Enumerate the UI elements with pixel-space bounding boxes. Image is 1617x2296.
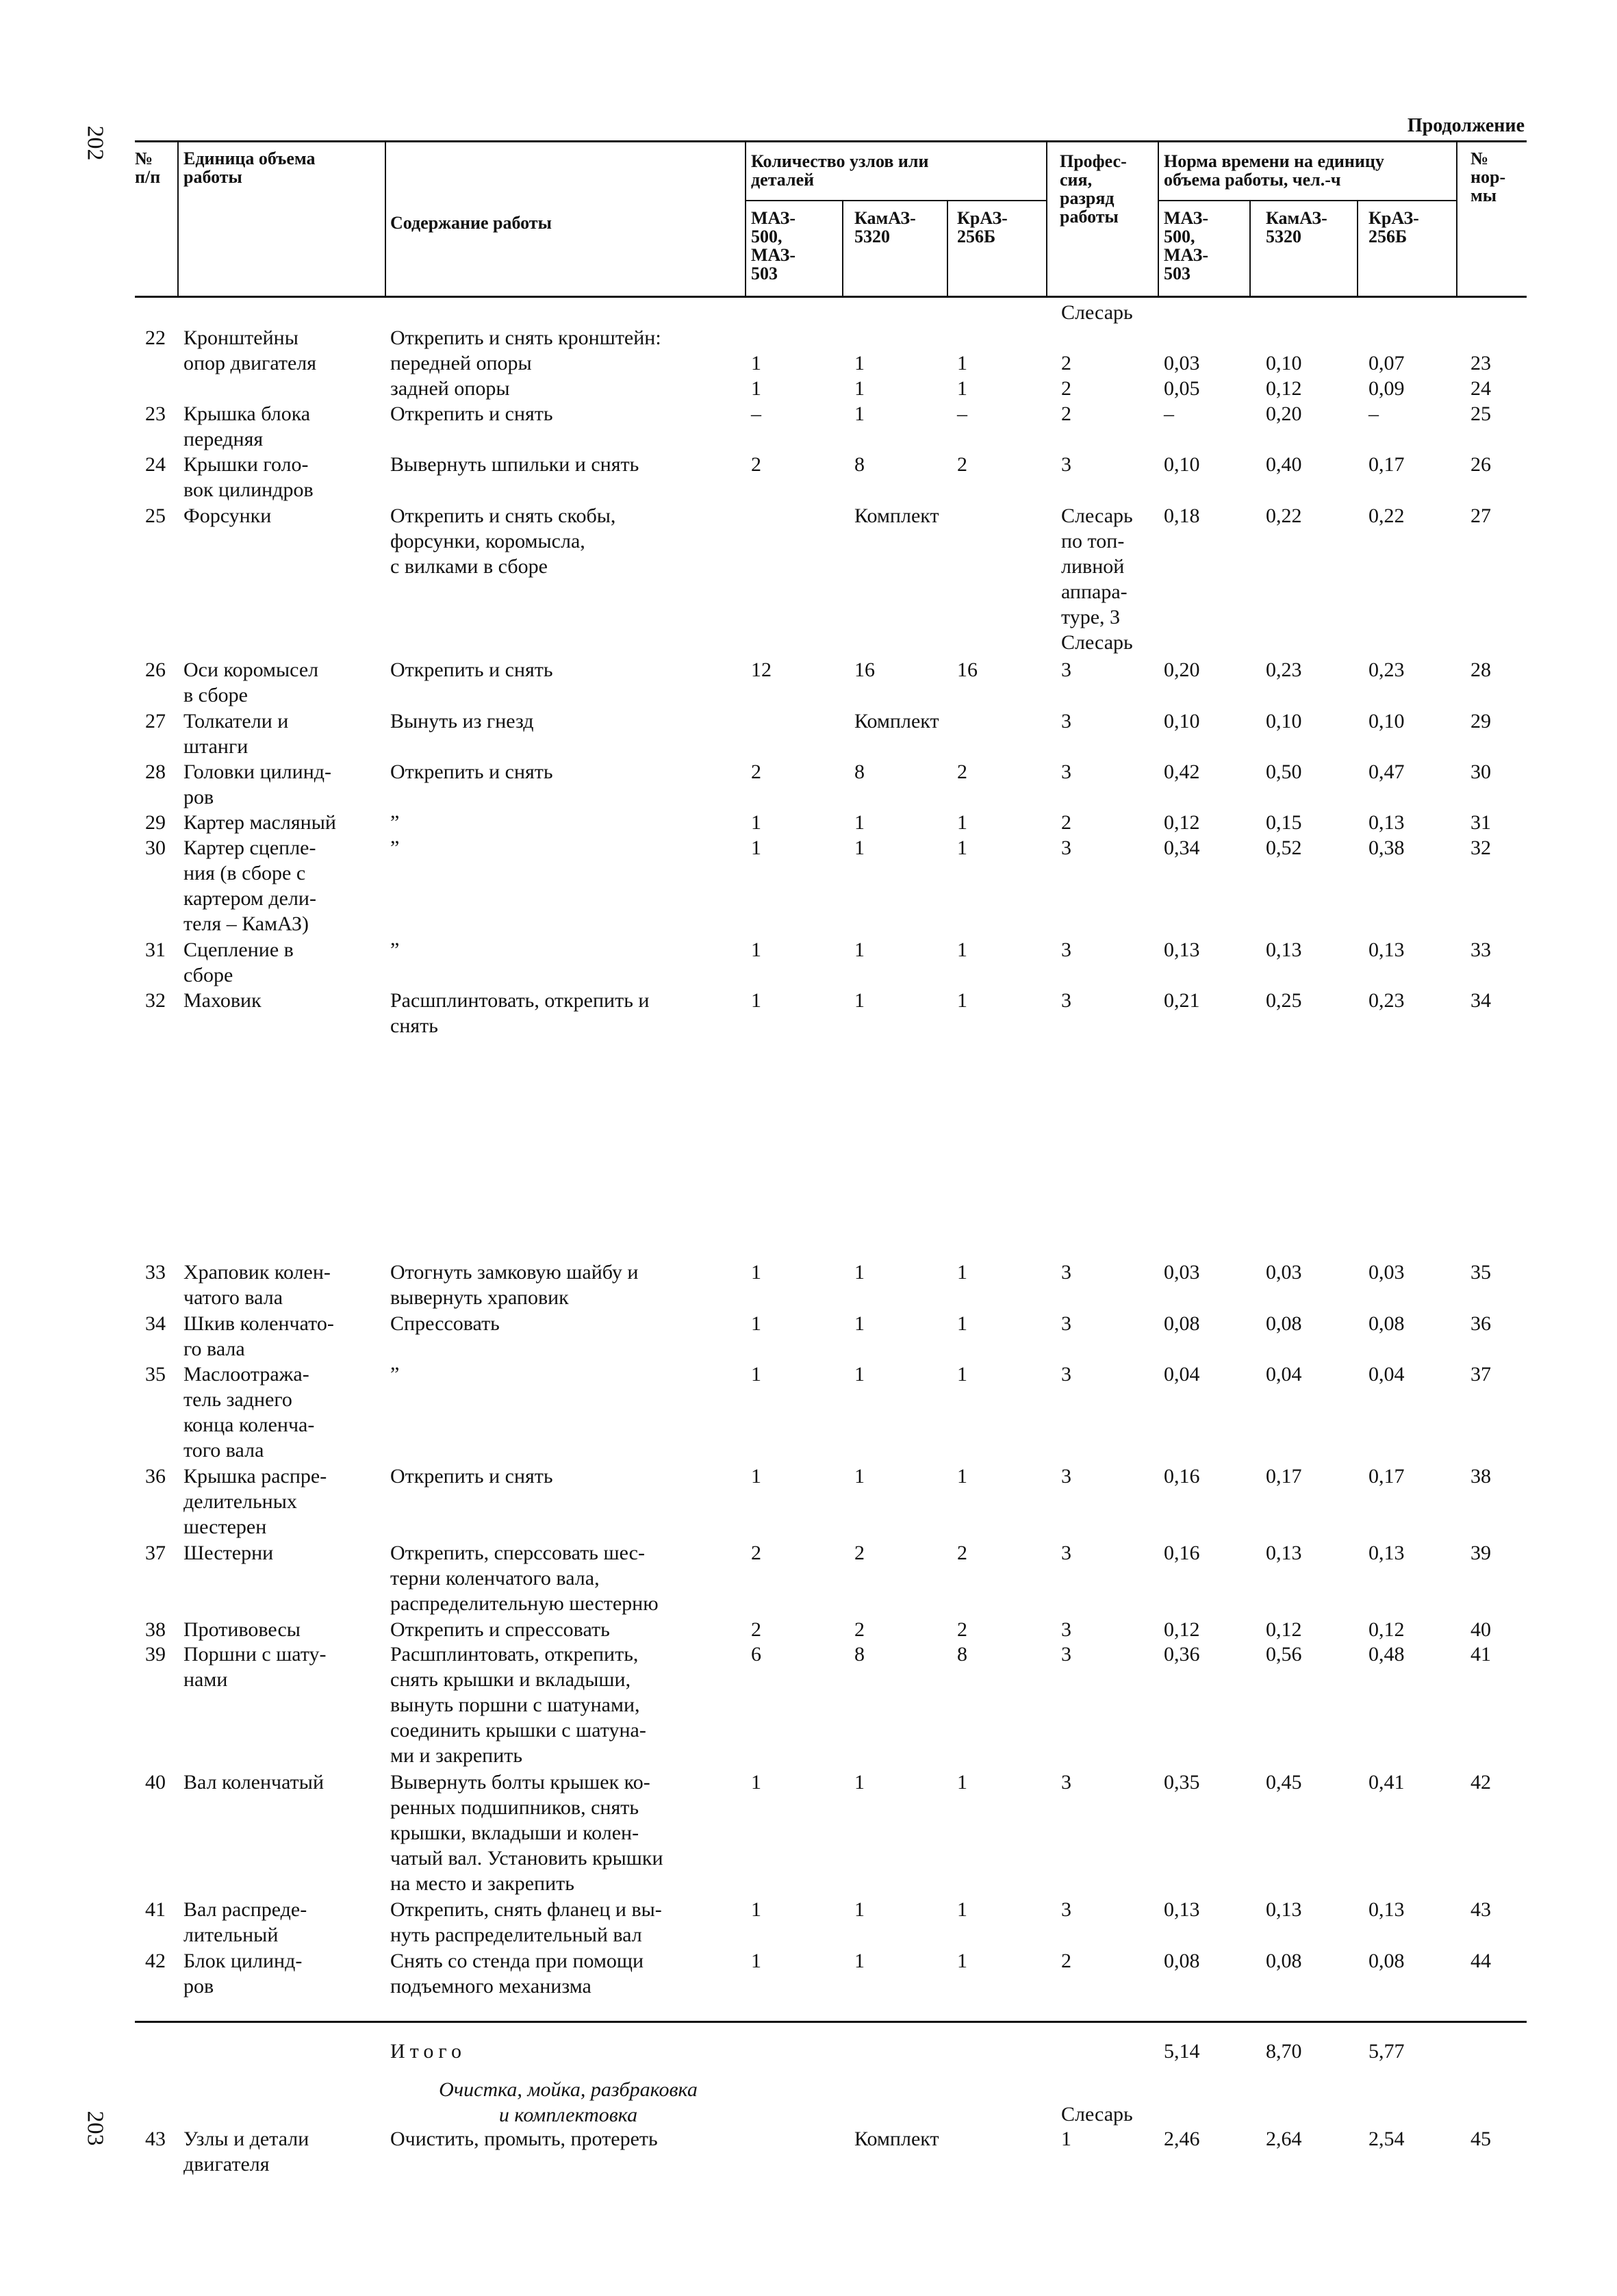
row-qty-kraz: 1 <box>957 1898 967 1921</box>
row-unit: Крышка распре- делительных шестерен <box>183 1465 327 1538</box>
row-unit: Вал распреде- лительный <box>183 1898 307 1946</box>
row-content: ” <box>390 811 400 834</box>
row-number: 35 <box>145 1363 166 1386</box>
row-profession: 3 <box>1061 989 1071 1012</box>
row-qty-maz: 2 <box>751 1542 761 1564</box>
norm-subheader-rule <box>1158 200 1456 201</box>
row-number: 28 <box>145 761 166 783</box>
row-norm-kraz: 0,07 <box>1368 352 1405 374</box>
row-unit: Храповик колен- чатого вала <box>183 1261 331 1309</box>
row-norm-number: 33 <box>1470 939 1491 961</box>
row-profession: 1 <box>1061 2128 1071 2150</box>
row-qty-kraz: 1 <box>957 837 967 859</box>
header-norm-maz: МАЗ- 500, МАЗ- 503 <box>1164 208 1209 283</box>
row-qty-kamaz: 1 <box>854 377 865 400</box>
col-divider <box>745 140 746 296</box>
row-unit: Противовесы <box>183 1618 301 1641</box>
col-divider <box>1357 200 1358 296</box>
row-qty-kraz: 1 <box>957 989 967 1012</box>
row-norm-kamaz: 0,12 <box>1266 1618 1302 1641</box>
header-qty-kraz: КрАЗ- 256Б <box>957 208 1008 246</box>
row-norm-kraz: 0,17 <box>1368 453 1405 476</box>
row-unit: Шестерни <box>183 1542 274 1564</box>
row-qty-maz: 6 <box>751 1643 761 1666</box>
row-qty-maz: 1 <box>751 377 761 400</box>
row-profession: 3 <box>1061 1542 1071 1564</box>
row-number: 23 <box>145 403 166 425</box>
row-qty-kamaz: 1 <box>854 1950 865 1972</box>
row-number: 33 <box>145 1261 166 1284</box>
row-norm-kraz: 0,08 <box>1368 1950 1405 1972</box>
row-norm-maz: 0,03 <box>1164 1261 1200 1284</box>
row-unit: Поршни с шату- нами <box>183 1643 327 1691</box>
row-profession: 3 <box>1061 1771 1071 1794</box>
row-norm-kamaz: 0,13 <box>1266 1542 1302 1564</box>
row-norm-kraz: 2,54 <box>1368 2128 1405 2150</box>
row-content: Открепить и снять скобы, форсунки, коромысла, с вилками в сборе <box>390 505 616 578</box>
row-norm-kamaz: 0,08 <box>1266 1312 1302 1335</box>
row-content: Очистить, промыть, протереть <box>390 2128 658 2150</box>
row-qty-maz: 1 <box>751 939 761 961</box>
row-number: 26 <box>145 659 166 681</box>
row-qty-maz: 2 <box>751 453 761 476</box>
row-norm-kamaz: 0,10 <box>1266 352 1302 374</box>
row-content: Открепить и снять <box>390 1465 553 1488</box>
row-norm-kamaz: 0,25 <box>1266 989 1302 1012</box>
row-norm-kraz: 0,22 <box>1368 505 1405 527</box>
row-norm-maz: 0,16 <box>1164 1542 1200 1564</box>
row-norm-kraz: 0,38 <box>1368 837 1405 859</box>
row-number: 34 <box>145 1312 166 1335</box>
row-norm-kraz: 0,10 <box>1368 710 1405 732</box>
row-norm-number: 39 <box>1470 1542 1491 1564</box>
row-norm-number: 34 <box>1470 989 1491 1012</box>
col-divider <box>947 200 948 296</box>
row-number: 27 <box>145 710 166 732</box>
row-unit: Маховик <box>183 989 262 1012</box>
row-norm-kamaz: 0,13 <box>1266 1898 1302 1921</box>
row-qty-kamaz: 1 <box>854 1312 865 1335</box>
header-unit: Единица объема работы <box>183 149 316 187</box>
row-qty-kraz: 1 <box>957 939 967 961</box>
row-norm-number: 45 <box>1470 2128 1491 2150</box>
row-norm-kraz: 0,13 <box>1368 811 1405 834</box>
row-norm-kamaz: 2,64 <box>1266 2128 1302 2150</box>
row-unit: Форсунки <box>183 505 272 527</box>
header-norm-group: Норма времени на единицу объема работы, чел.-ч <box>1164 151 1384 190</box>
row-norm-maz: 0,03 <box>1164 352 1200 374</box>
row-norm-number: 44 <box>1470 1950 1491 1972</box>
row-norm-kraz: 0,04 <box>1368 1363 1405 1386</box>
row-unit: Сцепление в сборе <box>183 939 294 986</box>
row-unit: Крышки голо- вок цилиндров <box>183 453 314 501</box>
row-norm-maz: 0,21 <box>1164 989 1200 1012</box>
row-norm-maz: 0,18 <box>1164 505 1200 527</box>
row-norm-maz: 0,13 <box>1164 939 1200 961</box>
row-norm-maz: 0,12 <box>1164 1618 1200 1641</box>
row-qty-maz: 1 <box>751 1261 761 1284</box>
row-qty-maz: 1 <box>751 1898 761 1921</box>
row-qty-kraz: 1 <box>957 352 967 374</box>
row-qty-kamaz: 1 <box>854 1771 865 1794</box>
row-unit: Оси коромысел в сборе <box>183 659 319 706</box>
row-qty-maz: 1 <box>751 1465 761 1488</box>
row-qty-kraz: 16 <box>957 659 978 681</box>
row-number: 30 <box>145 837 166 859</box>
row-qty-kraz: 2 <box>957 1618 967 1641</box>
row-norm-kraz: 0,03 <box>1368 1261 1405 1284</box>
row-content: Открепить и снять <box>390 761 553 783</box>
row-content: Вынуть из гнезд <box>390 710 534 732</box>
row-norm-kraz: 0,12 <box>1368 1618 1405 1641</box>
row-kompl: Комплект <box>854 505 939 527</box>
row-norm-number: 32 <box>1470 837 1491 859</box>
row-profession: 3 <box>1061 939 1071 961</box>
row-qty-maz: 2 <box>751 761 761 783</box>
row-number: 25 <box>145 505 166 527</box>
row-norm-number: 31 <box>1470 811 1491 834</box>
col-divider <box>1456 140 1457 296</box>
row-norm-maz: 0,05 <box>1164 377 1200 400</box>
row-unit: Картер масляный <box>183 811 336 834</box>
row-norm-number: 36 <box>1470 1312 1491 1335</box>
row-norm-number: 40 <box>1470 1618 1491 1641</box>
row-number: 22 <box>145 327 166 349</box>
row-norm-kraz: 0,23 <box>1368 659 1405 681</box>
total-rule <box>135 2021 1527 2023</box>
row-norm-kamaz: 0,13 <box>1266 939 1302 961</box>
header-norm-kraz: КрАЗ- 256Б <box>1368 208 1419 246</box>
row-qty-kraz: – <box>957 403 967 425</box>
row-qty-maz: 1 <box>751 837 761 859</box>
row-qty-kraz: 1 <box>957 1261 967 1284</box>
row-content: Открепить, сперссовать шес- терни коленчатого вала, распределительную шестерню <box>390 1542 659 1615</box>
row-content: Снять со стенда при помощи подъемного механизма <box>390 1950 644 1998</box>
row-content: Расшплинтовать, открепить, снять крышки и вкладыши, вынуть поршни с шатунами, соединить крышки с шатуна- ми и закрепить <box>390 1643 646 1767</box>
continuation-label: Продолжение <box>1407 115 1525 136</box>
row-norm-kamaz: 0,08 <box>1266 1950 1302 1972</box>
row-norm-kraz: – <box>1368 403 1379 425</box>
row-content: Открепить и снять <box>390 659 553 681</box>
row-unit: Блок цилинд- ров <box>183 1950 303 1998</box>
row-norm-kraz: 0,23 <box>1368 989 1405 1012</box>
row-qty-maz: – <box>751 403 761 425</box>
row-norm-kraz: 0,13 <box>1368 1898 1405 1921</box>
row-qty-kraz: 1 <box>957 377 967 400</box>
row-profession: 3 <box>1061 1312 1071 1335</box>
page-number-top: 202 <box>82 125 108 161</box>
row-unit: Картер сцепле- ния (в сборе с картером дели- теля – КамАЗ) <box>183 837 316 935</box>
header-qty-maz: МАЗ- 500, МАЗ- 503 <box>751 208 796 283</box>
row-norm-kamaz: 0,03 <box>1266 1261 1302 1284</box>
row-profession: 3 <box>1061 1261 1071 1284</box>
row-norm-maz: 0,34 <box>1164 837 1200 859</box>
row-norm-kraz: 0,08 <box>1368 1312 1405 1335</box>
row-norm-kamaz: 0,23 <box>1266 659 1302 681</box>
row-qty-kraz: 1 <box>957 1771 967 1794</box>
row-norm-number: 26 <box>1470 453 1491 476</box>
row-number: 43 <box>145 2128 166 2150</box>
row-norm-kraz: 0,09 <box>1368 377 1405 400</box>
row-unit: Крышка блока передняя <box>183 403 311 450</box>
row-qty-maz: 12 <box>751 659 772 681</box>
row-qty-kamaz: 8 <box>854 453 865 476</box>
row-number: 37 <box>145 1542 166 1564</box>
row-norm-number: 35 <box>1470 1261 1491 1284</box>
col-divider <box>177 140 179 296</box>
row-content: Вывернуть шпильки и снять <box>390 453 639 476</box>
row-norm-maz: 0,12 <box>1164 811 1200 834</box>
row-content: ” <box>390 837 400 859</box>
row-norm-kamaz: 0,20 <box>1266 403 1302 425</box>
row-norm-number: 24 <box>1470 377 1491 400</box>
row-norm-kraz: 0,48 <box>1368 1643 1405 1666</box>
row-content: ” <box>390 939 400 961</box>
row-norm-kraz: 0,41 <box>1368 1771 1405 1794</box>
row-number: 38 <box>145 1618 166 1641</box>
row-qty-kamaz: 2 <box>854 1618 865 1641</box>
row-norm-number: 38 <box>1470 1465 1491 1488</box>
row-norm-kamaz: 0,56 <box>1266 1643 1302 1666</box>
row-norm-maz: 0,10 <box>1164 453 1200 476</box>
row-norm-number: 27 <box>1470 505 1491 527</box>
row-profession: 3 <box>1061 837 1071 859</box>
row-content: Отогнуть замковую шайбу и вывернуть храповик <box>390 1261 639 1309</box>
row-qty-kamaz: 1 <box>854 939 865 961</box>
col-divider <box>385 140 386 296</box>
row-content: задней опоры <box>390 377 510 400</box>
row-number: 29 <box>145 811 166 834</box>
row-qty-kamaz: 1 <box>854 837 865 859</box>
row-content: Вывернуть болты крышек ко- ренных подшипников, снять крышки, вкладыши и колен- чатый вал. Установить крышки на место и закрепить <box>390 1771 663 1895</box>
total-maz: 5,14 <box>1164 2040 1200 2063</box>
row-profession: 3 <box>1061 1643 1071 1666</box>
row-qty-kamaz: 1 <box>854 811 865 834</box>
row-profession: 2 <box>1061 403 1071 425</box>
row-norm-number: 25 <box>1470 403 1491 425</box>
row-profession: 2 <box>1061 811 1071 834</box>
row-number: 24 <box>145 453 166 476</box>
row-unit: Шкив коленчато- го вала <box>183 1312 334 1360</box>
row-qty-kraz: 2 <box>957 453 967 476</box>
row-qty-kraz: 1 <box>957 1950 967 1972</box>
row-qty-kraz: 1 <box>957 1363 967 1386</box>
row-qty-kamaz: 1 <box>854 1898 865 1921</box>
row-qty-kraz: 1 <box>957 1465 967 1488</box>
row-norm-number: 43 <box>1470 1898 1491 1921</box>
row-content: Открепить и снять <box>390 403 553 425</box>
row-profession: 3 <box>1061 1465 1071 1488</box>
row-qty-maz: 1 <box>751 1312 761 1335</box>
row-qty-maz: 2 <box>751 1618 761 1641</box>
row-qty-kamaz: 1 <box>854 989 865 1012</box>
row-norm-number: 41 <box>1470 1643 1491 1666</box>
row-norm-kamaz: 0,52 <box>1266 837 1302 859</box>
header-no: № п/п <box>135 149 161 187</box>
row-qty-kraz: 2 <box>957 761 967 783</box>
col-divider <box>1249 200 1251 296</box>
row-profession: 2 <box>1061 352 1071 374</box>
row-norm-maz: 2,46 <box>1164 2128 1200 2150</box>
row-norm-kamaz: 0,12 <box>1266 377 1302 400</box>
row-norm-number: 37 <box>1470 1363 1491 1386</box>
row-content: Открепить и снять кронштейн: передней опоры <box>390 327 661 374</box>
row-unit: Маслоотража- тель заднего конца коленча- того вала <box>183 1363 315 1462</box>
row-profession: 3 <box>1061 710 1071 732</box>
row-unit: Вал коленчатый <box>183 1771 324 1794</box>
row-qty-kamaz: 2 <box>854 1542 865 1564</box>
row-norm-number: 23 <box>1470 352 1491 374</box>
row-norm-kamaz: 0,50 <box>1266 761 1302 783</box>
row-norm-kamaz: 0,17 <box>1266 1465 1302 1488</box>
row-norm-kamaz: 0,22 <box>1266 505 1302 527</box>
page-number-bottom: 203 <box>82 2110 108 2146</box>
row-kompl: Комплект <box>854 2128 939 2150</box>
row-unit: Головки цилинд- ров <box>183 761 332 808</box>
row-norm-maz: – <box>1164 403 1174 425</box>
row-norm-number: 42 <box>1470 1771 1491 1794</box>
header-bottom-rule <box>135 296 1527 298</box>
row-norm-maz: 0,42 <box>1164 761 1200 783</box>
total-kraz: 5,77 <box>1368 2040 1405 2063</box>
row-norm-kamaz: 0,45 <box>1266 1771 1302 1794</box>
row-profession: 3 <box>1061 1363 1071 1386</box>
header-norm-no: № нор- мы <box>1470 149 1506 205</box>
row-profession: 2 <box>1061 377 1071 400</box>
row-qty-kamaz: 1 <box>854 1261 865 1284</box>
row-norm-kraz: 0,47 <box>1368 761 1405 783</box>
row-norm-number: 29 <box>1470 710 1491 732</box>
row-qty-maz: 1 <box>751 1771 761 1794</box>
row-content: ” <box>390 1363 400 1386</box>
row-norm-kamaz: 0,10 <box>1266 710 1302 732</box>
row-profession: Слесарь <box>1061 301 1133 324</box>
row-qty-kamaz: 8 <box>854 761 865 783</box>
row-norm-maz: 0,16 <box>1164 1465 1200 1488</box>
row-qty-maz: 1 <box>751 989 761 1012</box>
row-kompl: Комплект <box>854 710 939 732</box>
row-norm-kamaz: 0,15 <box>1266 811 1302 834</box>
row-unit: Узлы и детали двигателя <box>183 2128 309 2176</box>
row-number: 39 <box>145 1643 166 1666</box>
row-unit: Толкатели и штанги <box>183 710 289 758</box>
row-unit: Кронштейны опор двигателя <box>183 327 317 374</box>
row-number: 40 <box>145 1771 166 1794</box>
row-profession: 3 <box>1061 1618 1071 1641</box>
row-norm-kamaz: 0,40 <box>1266 453 1302 476</box>
row-norm-maz: 0,36 <box>1164 1643 1200 1666</box>
row-norm-maz: 0,13 <box>1164 1898 1200 1921</box>
row-content: Открепить и спрессовать <box>390 1618 610 1641</box>
row-qty-kraz: 1 <box>957 1312 967 1335</box>
section-title: Очистка, мойка, разбраковка и комплектовка <box>439 2078 698 2126</box>
row-qty-kamaz: 8 <box>854 1643 865 1666</box>
row-norm-kraz: 0,13 <box>1368 1542 1405 1564</box>
header-qty-kamaz: КамАЗ- 5320 <box>854 208 916 246</box>
row-content: Открепить, снять фланец и вы- нуть распределительный вал <box>390 1898 662 1946</box>
total-label: Итого <box>390 2040 466 2063</box>
col-divider <box>1046 140 1047 296</box>
row-norm-number: 28 <box>1470 659 1491 681</box>
row-norm-number: 30 <box>1470 761 1491 783</box>
row-norm-maz: 0,08 <box>1164 1312 1200 1335</box>
header-profession: Профес- сия, разряд работы <box>1060 151 1127 227</box>
row-number: 41 <box>145 1898 166 1921</box>
row-norm-kraz: 0,17 <box>1368 1465 1405 1488</box>
section-profession: Слесарь <box>1061 2103 1133 2126</box>
row-qty-kamaz: 16 <box>854 659 875 681</box>
row-norm-maz: 0,10 <box>1164 710 1200 732</box>
row-norm-kamaz: 0,04 <box>1266 1363 1302 1386</box>
row-qty-kraz: 2 <box>957 1542 967 1564</box>
row-norm-maz: 0,35 <box>1164 1771 1200 1794</box>
row-qty-kamaz: 1 <box>854 1363 865 1386</box>
row-content: Расшплинтовать, открепить и снять <box>390 989 650 1037</box>
row-qty-kamaz: 1 <box>854 1465 865 1488</box>
row-profession: 3 <box>1061 1898 1071 1921</box>
row-norm-kraz: 0,13 <box>1368 939 1405 961</box>
row-number: 36 <box>145 1465 166 1488</box>
row-qty-maz: 1 <box>751 352 761 374</box>
row-qty-maz: 1 <box>751 1363 761 1386</box>
col-divider <box>842 200 843 296</box>
row-profession: 3 <box>1061 453 1071 476</box>
row-content: Спрессовать <box>390 1312 500 1335</box>
qty-subheader-rule <box>745 200 1046 201</box>
row-qty-kraz: 1 <box>957 811 967 834</box>
row-number: 42 <box>145 1950 166 1972</box>
row-profession: Слесарь по топ- ливной аппара- туре, 3 Слесарь <box>1061 505 1133 654</box>
col-divider <box>1158 140 1159 296</box>
header-norm-kamaz: КамАЗ- 5320 <box>1266 208 1327 246</box>
row-qty-maz: 1 <box>751 1950 761 1972</box>
total-kamaz: 8,70 <box>1266 2040 1302 2063</box>
row-number: 31 <box>145 939 166 961</box>
row-profession: 3 <box>1061 659 1071 681</box>
header-qty-group: Количество узлов или деталей <box>751 151 929 190</box>
row-norm-maz: 0,20 <box>1164 659 1200 681</box>
row-norm-maz: 0,08 <box>1164 1950 1200 1972</box>
row-norm-maz: 0,04 <box>1164 1363 1200 1386</box>
row-number: 32 <box>145 989 166 1012</box>
row-profession: 3 <box>1061 761 1071 783</box>
row-profession: 2 <box>1061 1950 1071 1972</box>
row-qty-kamaz: 1 <box>854 352 865 374</box>
row-qty-kraz: 8 <box>957 1643 967 1666</box>
header-content: Содержание работы <box>390 213 552 233</box>
header-top-rule <box>135 140 1527 142</box>
row-qty-maz: 1 <box>751 811 761 834</box>
row-qty-kamaz: 1 <box>854 403 865 425</box>
